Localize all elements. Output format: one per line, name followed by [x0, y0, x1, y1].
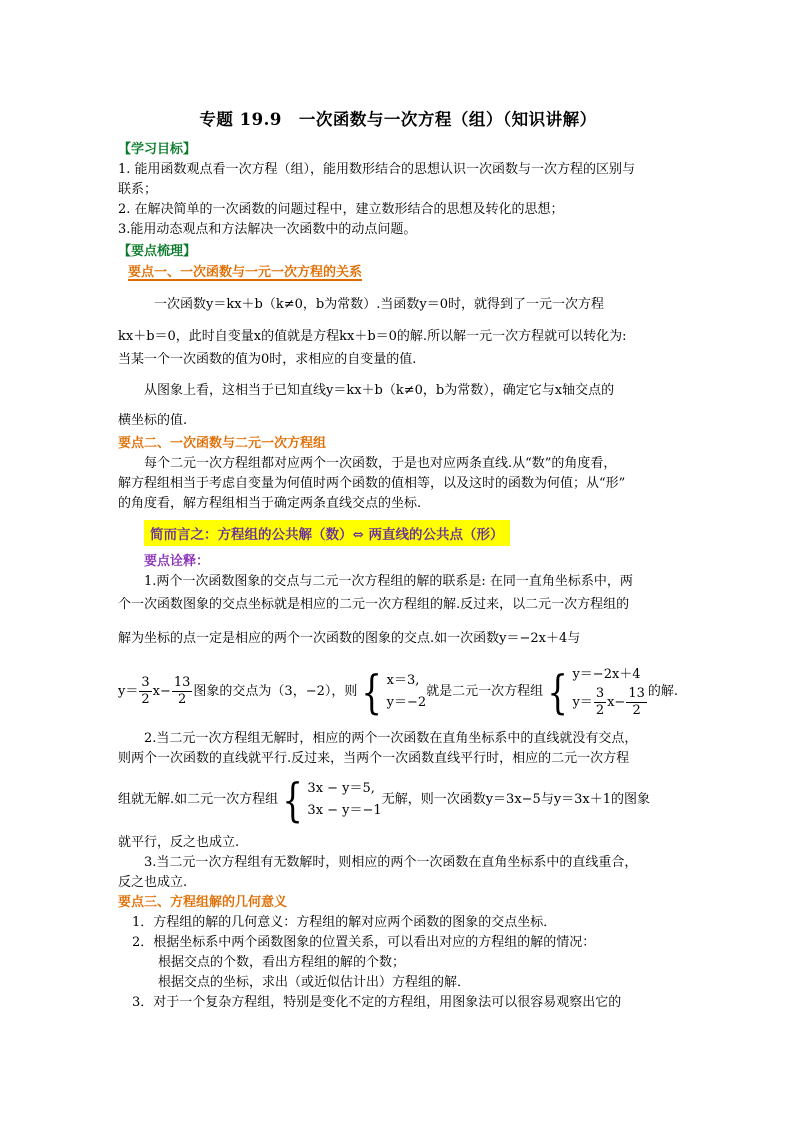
point1-p4: 从图象上看，这相当于已知直线y＝kx＋b（k≠0，b为常数），确定它与x轴交点的	[144, 383, 615, 398]
system-row-2: y＝−2	[386, 694, 427, 710]
page-title: 专题 19.9 一次函数与一次方程（组）（知识讲解）	[199, 110, 597, 129]
system-row-1: y＝−2x＋4	[572, 667, 641, 682]
left-brace-icon: {	[361, 664, 383, 719]
point3-l2: 2．根据坐标系中两个函数图象的位置关系，可以看出对应的方程组的解的情况：	[132, 935, 596, 950]
notes-heading: 要点诠释：	[144, 554, 210, 569]
fraction-numerator: 3	[595, 686, 605, 701]
note1-d-text2: 就是二元一次方程组	[426, 683, 544, 699]
system-no-solution	[278, 773, 382, 827]
fraction-denominator: 2	[595, 703, 605, 718]
system-row-1: x＝3,	[386, 672, 420, 688]
system-solution	[357, 664, 427, 719]
point3-l5: 3．对于一个复杂方程组，特别是变化不定的方程组，用图象法可以很容易观察出它的	[132, 995, 622, 1010]
fraction-numerator: 3	[141, 675, 150, 690]
system-row-2: 3x − y＝−1	[307, 803, 382, 818]
note1-b: 个一次函数图象的交点坐标就是相应的二元一次方程组的解.反过来，以二元一次方程组的	[118, 597, 630, 612]
note2-b: 则两个一次函数的直线就平行.反过来，当两个一次函数直线平行时，相应的二元一次方程	[118, 751, 630, 766]
fraction-13-2	[626, 686, 647, 719]
note2-c	[118, 773, 678, 827]
point1-p5: 横坐标的值.	[118, 413, 188, 428]
note2-c-post: 无解，则一次函数y＝3x−5与y＝3x＋1的图象	[381, 792, 651, 807]
fraction-denominator: 2	[141, 692, 150, 707]
note2-a: 2.当二元一次方程组无解时，相应的两个一次函数在直角坐标系中的直线就没有交点，	[144, 731, 638, 746]
note1-a: 1.两个一次函数图象的交点与二元一次方程组的解的联系是: 在同一直角坐标系中，两	[144, 574, 633, 589]
point1-p3: 当某一个一次函数的值为0时，求相应的自变量的值.	[118, 352, 417, 367]
goal-line-3: 2. 在解决简单的一次函数的问题过程中，建立数形结合的思想及转化的思想；	[118, 202, 564, 217]
eq-prefix: y＝	[118, 683, 139, 699]
fraction-denominator: 2	[632, 703, 641, 718]
left-brace-icon: {	[547, 664, 569, 719]
fraction-13-2	[172, 675, 193, 708]
points-heading: 【要点梳理】	[118, 244, 197, 259]
fraction-numerator: 13	[173, 675, 191, 690]
fraction-numerator: 13	[628, 686, 645, 701]
note1-d-text3: 的解.	[647, 683, 679, 699]
note2-d: 就平行，反之也成立.	[118, 835, 240, 850]
row-prefix: y＝	[572, 694, 593, 710]
document-page	[118, 106, 678, 1013]
point2-p3: 的角度看，解方程组相当于确定两条直线交点的坐标.	[118, 496, 422, 511]
point2-heading: 要点二、一次函数与二元一次方程组	[118, 436, 327, 451]
fraction-3-2	[594, 686, 606, 719]
goal-line-1: 1. 能用函数观点看一次方程（组），能用数形结合的思想认识一次函数与一次方程的区别与	[118, 162, 636, 177]
note3-b: 反之也成立.	[118, 875, 188, 890]
point2-p1: 每个二元一次方程组都对应两个一次函数，于是也对应两条直线.从“数”的角度看，	[144, 456, 617, 471]
system-row-1: 3x − y＝5,	[307, 781, 375, 796]
system-equations	[543, 664, 648, 719]
note1-c: 解为坐标的点一定是相应的两个一次函数的图象的交点.如一次函数y＝−2x＋4与	[118, 631, 581, 646]
point2-p2: 解方程组相当于考虑自变量为何值时两个函数的值相等，以及这时的函数为何值；从“形”	[118, 476, 626, 491]
summary-highlight: 简而言之：方程组的公共解（数）⇔ 两直线的公共点（形）	[144, 520, 510, 546]
goal-line-2: 联系；	[118, 182, 158, 197]
point3-l3: 根据交点的个数，看出方程组的解的个数；	[158, 955, 406, 970]
row-mid: x−	[607, 694, 626, 710]
left-brace-icon: {	[282, 773, 304, 827]
point3-heading: 要点三、方程组解的几何意义	[118, 895, 288, 910]
note1-d-text1: 图象的交点为（3，−2），则	[193, 683, 358, 699]
point3-l1: 1．方程组的解的几何意义：方程组的解对应两个函数的图象的交点坐标．	[132, 915, 557, 930]
note1-d	[118, 664, 678, 719]
goal-line-4: 3.能用动态观点和方法解决一次函数中的动点问题。	[118, 222, 417, 237]
point1-p2: kx＋b＝0，此时自变量x的值就是方程kx＋b＝0的解.所以解一元一次方程就可以转化为:	[118, 329, 627, 344]
note3-a: 3.当二元一次方程组有无数解时，则相应的两个一次函数在直角坐标系中的直线重合，	[144, 855, 638, 870]
eq-mid: x−	[152, 683, 171, 699]
fraction-denominator: 2	[178, 692, 187, 707]
point1-heading: 要点一、一次函数与一元一次方程的关系	[128, 265, 363, 280]
note2-c-pre: 组就无解.如二元一次方程组	[118, 792, 279, 807]
fraction-3-2	[139, 675, 151, 708]
system-row-2	[572, 686, 647, 719]
point3-l4: 根据交点的坐标，求出（或近似估计出）方程组的解．	[158, 975, 471, 990]
point1-p1: 一次函数y＝kx＋b（k≠0，b为常数）.当函数y＝0时，就得到了一元一次方程	[154, 297, 604, 312]
goals-heading: 【学习目标】	[118, 142, 197, 157]
